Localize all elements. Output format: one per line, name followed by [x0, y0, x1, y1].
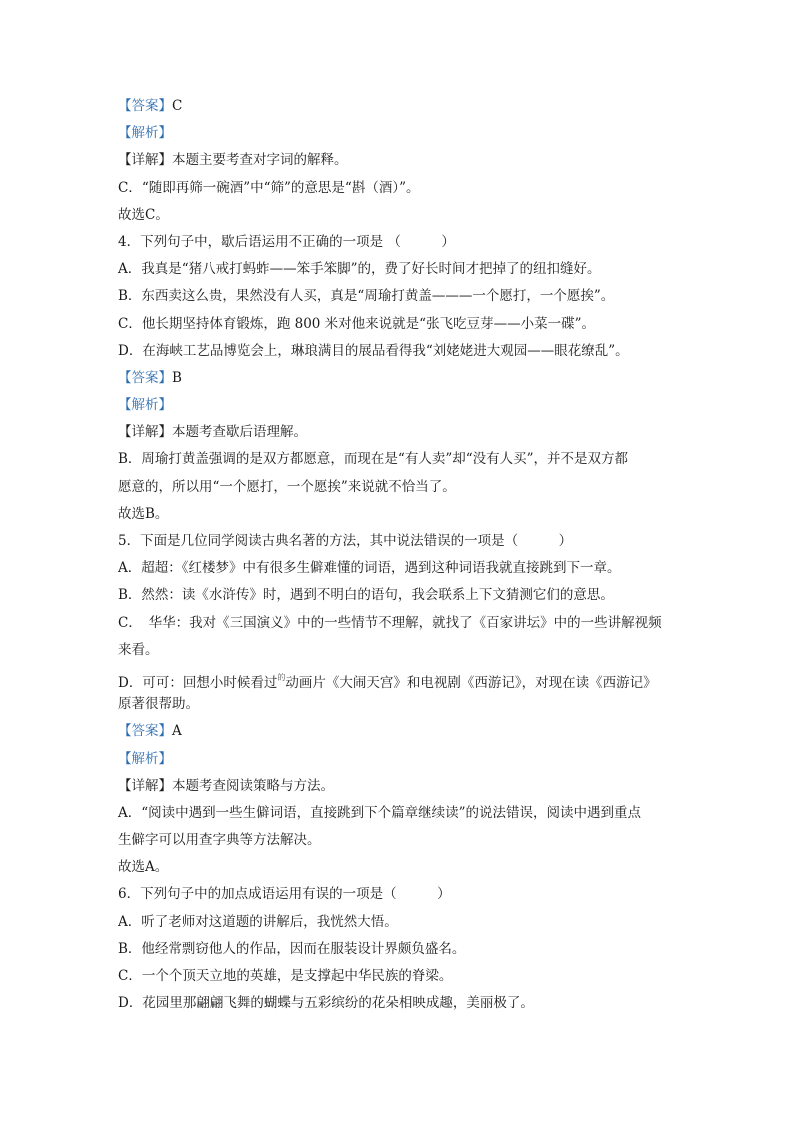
option-d	[118, 664, 688, 691]
answer-tag: 【答案】	[118, 723, 172, 740]
answer-line	[118, 93, 688, 120]
option-c: C．一个个顶天立地的英雄，是支撑起中华民族的脊梁。	[118, 968, 453, 984]
analysis-tag: 【解析】	[118, 125, 172, 142]
explanation-text: A．“阅读中遇到一些生僻词语，直接跳到下个篇章继续读”的说法错误，阅读中遇到重点	[118, 804, 642, 821]
analysis-tag: 【解析】	[118, 750, 172, 767]
answer-line	[118, 365, 688, 392]
option-c: C．他长期坚持体育锻炼，跑 800 米对他来说就是“张飞吃豆芽——小菜一碟”。	[118, 315, 595, 332]
option-d-text-part2: 动画片《大闹天宫》和电视剧《西游记》，对现在读《西游记》	[285, 674, 657, 691]
explanation-text: C．“随即再筛一碗酒”中“筛”的意思是“斟（酒）”。	[118, 179, 420, 196]
detail-text: 本题考查歇后语理解。	[172, 424, 307, 441]
answer-line	[118, 718, 688, 745]
option-d: D．花园里那翩翩飞舞的蝴蝶与五彩缤纷的花朵相映成趣，美丽极了。	[118, 995, 534, 1012]
detail-text: 本题考查阅读策略与方法。	[172, 777, 334, 794]
analysis-tag: 【解析】	[118, 397, 172, 414]
explanation-text: 生僻字可以用查字典等方法解决。	[118, 832, 321, 849]
conclusion-text: 故选B。	[118, 505, 169, 522]
option-d-text-part1: D．可可：回想小时候看过	[118, 674, 278, 691]
question-stem: 5．下面是几位同学阅读古典名著的方法，其中说法错误的一项是（ ）	[118, 533, 573, 549]
question-stem: 4．下列句子中，歇后语运用不正确的一项是 （ ）	[118, 233, 455, 250]
option-c: C． 华华：我对《三国演义》中的一些情节不理解，就找了《百家讲坛》中的一些讲解视频	[118, 614, 662, 631]
detail-line	[118, 147, 688, 174]
option-a: A．我真是“猪八戒打蚂蚱——笨手笨脚”的，费了好长时间才把掉了的纽扣缝好。	[118, 261, 601, 278]
option-b: B．他经常剽窃他人的作品，因而在服装设计界颇负盛名。	[118, 940, 466, 957]
answer-value: C	[172, 98, 183, 114]
superscript-char: 的	[277, 672, 286, 682]
detail-line	[118, 773, 688, 800]
explanation-text: 愿意的，所以用“一个愿打，一个愿挨”来说就不恰当了。	[118, 478, 456, 495]
explanation-text: B．周瑜打黄盖强调的是双方都愿意，而现在是“有人卖”却“没有人买”，并不是双方都	[118, 451, 629, 468]
document-page	[118, 93, 688, 1017]
answer-value: A	[172, 723, 182, 740]
question-stem: 6．下列句子中的加点成语运用有误的一项是（ ）	[118, 886, 451, 903]
option-a: A．听了老师对这道题的讲解后，我恍然大悟。	[118, 913, 398, 930]
option-d: D．在海峡工艺品博览会上，琳琅满目的展品看得我“刘姥姥进大观园——眼花缭乱”。	[118, 342, 629, 359]
detail-tag: 【详解】	[118, 777, 172, 794]
option-c-continued: 来看。	[118, 641, 159, 658]
detail-tag: 【详解】	[118, 424, 172, 441]
answer-tag: 【答案】	[118, 369, 172, 386]
conclusion-text: 故选A。	[118, 859, 169, 876]
option-b: B．然然：读《水浒传》时，遇到不明白的语句，我会联系上下文猜测它们的意思。	[118, 587, 614, 604]
detail-tag: 【详解】	[118, 152, 172, 169]
answer-value: B	[172, 369, 182, 386]
answer-tag: 【答案】	[118, 98, 172, 114]
detail-line	[118, 419, 688, 446]
conclusion-text: 故选C。	[118, 206, 169, 223]
option-b: B．东西卖这么贵，果然没有人买，真是“周瑜打黄盖———一个愿打，一个愿挨”。	[118, 288, 615, 305]
option-d-continued: 原著很帮助。	[118, 696, 199, 713]
option-a: A．超超：《红楼梦》中有很多生僻难懂的词语，遇到这种词语我就直接跳到下一章。	[118, 560, 621, 577]
detail-text: 本题主要考查对字词的解释。	[172, 152, 348, 169]
